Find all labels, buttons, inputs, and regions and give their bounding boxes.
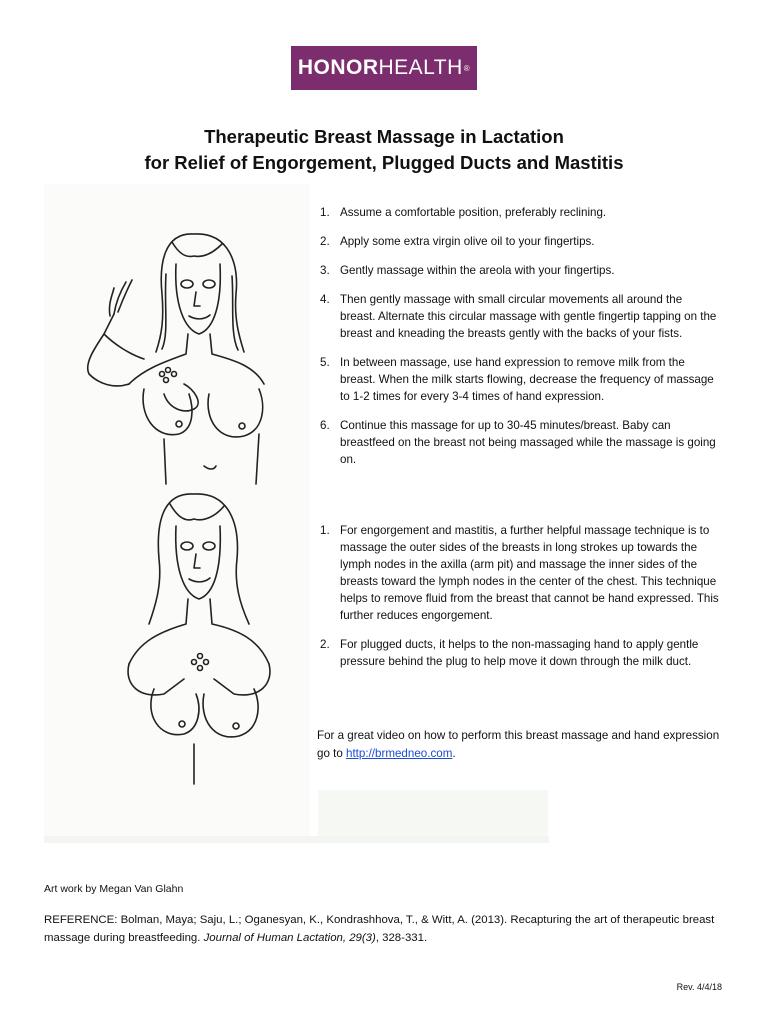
list-item — [320, 233, 720, 250]
list-item-text: For plugged ducts, it helps to the non-massaging hand to apply gentle pressure behind the plug to help move it down through the milk duct. — [340, 638, 699, 668]
list-item-text: Continue this massage for up to 30-45 minutes/breast. Baby can breastfeed on the breast not being massaged while the massage is going on. — [340, 419, 716, 466]
list-item-number: 5. — [320, 356, 330, 369]
list-item-number: 2. — [320, 235, 330, 248]
video-note — [317, 727, 722, 763]
logo-text-light: HEALTH — [378, 56, 463, 79]
secondary-steps-list — [320, 522, 720, 682]
list-item-text: Gently massage within the areola with your fingertips. — [340, 264, 615, 277]
page-title-line2: for Relief of Engorgement, Plugged Ducts and Mastitis — [144, 152, 624, 173]
list-item-number: 3. — [320, 264, 330, 277]
honorhealth-logo — [291, 46, 477, 90]
logo-text-bold: HONOR — [297, 56, 379, 79]
list-item-number: 4. — [320, 293, 330, 306]
list-item-text: Apply some extra virgin olive oil to your fingertips. — [340, 235, 595, 248]
list-item-text: In between massage, use hand expression to remove milk from the breast. When the milk starts flowing, decrease the frequency of massage to 1-2 times for every 3-4 times of hand expression. — [340, 356, 714, 403]
list-item-text: Assume a comfortable position, preferably reclining. — [340, 206, 607, 219]
list-item — [320, 291, 720, 342]
page-title-line1: Therapeutic Breast Massage in Lactation — [204, 126, 564, 147]
video-note-end: . — [452, 747, 456, 760]
reference-citation — [44, 912, 734, 947]
list-item-text: Then gently massage with small circular movements all around the breast. Alternate this circular massage with gentle fingertip tapping on the breast and kneading the breasts gently with the backs of your fists. — [340, 293, 717, 340]
list-item — [320, 354, 720, 405]
primary-steps-list — [320, 204, 720, 480]
list-item-number: 2. — [320, 638, 330, 651]
list-item — [320, 262, 720, 279]
massage-illustration — [44, 184, 310, 840]
decorative-strip — [44, 836, 549, 843]
reference-suffix: , 328-331. — [375, 931, 428, 944]
list-item-number: 1. — [320, 206, 330, 219]
revision-date: Rev. 4/4/18 — [676, 982, 722, 992]
reference-journal: Journal of Human Lactation, 29(3) — [203, 931, 376, 944]
art-credit: Art work by Megan Van Glahn — [44, 883, 184, 895]
list-item-number: 6. — [320, 419, 330, 432]
list-item-number: 1. — [320, 524, 330, 537]
list-item — [320, 204, 720, 221]
video-link[interactable]: http://brmedneo.com — [346, 747, 453, 760]
video-note-text: For a great video on how to perform this breast massage and hand expression go to — [317, 729, 720, 760]
list-item-text: For engorgement and mastitis, a further helpful massage technique is to massage the outer sides of the breasts in long strokes up towards the lymph nodes in the axilla (arm pit) and massage the inner sides of the breasts toward the lymph nodes in the center of the chest. This technique helps to remove fluid from the breast that cannot be hand expressed. This further reduces engorgement. — [340, 524, 719, 622]
decorative-block — [318, 790, 548, 840]
reference-prefix: REFERENCE: Bolman, Maya; Saju, L.; Oganesyan, K., Kondrashhova, T., & Witt, A. (2013). Recapturing the art of therapeutic breast massage during breastfeeding. — [44, 914, 715, 944]
list-item — [320, 522, 720, 624]
logo-registered-mark: ® — [463, 63, 471, 73]
list-item — [320, 636, 720, 670]
list-item — [320, 417, 720, 468]
